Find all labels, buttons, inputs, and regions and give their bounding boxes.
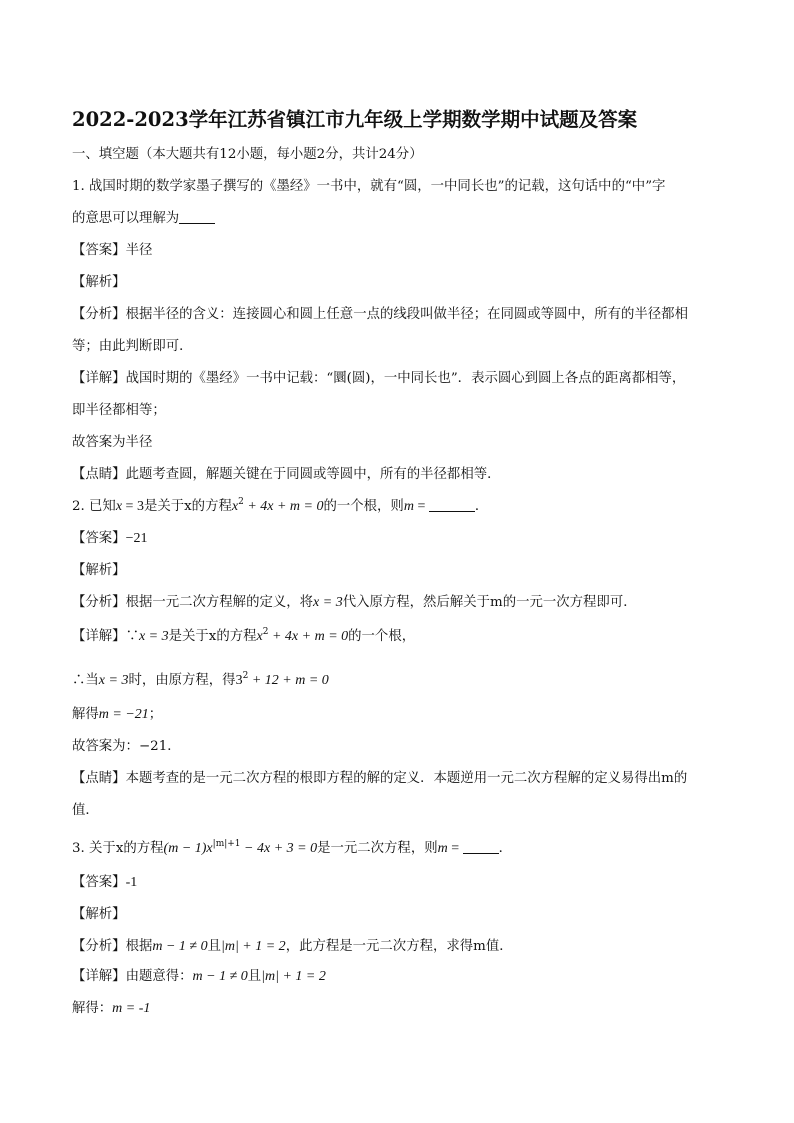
q3-solve-pre: 解得：	[72, 1001, 113, 1016]
q1-fenxi-text-a: 根据半径的含义：连接圆心和圆上任意一点的线段叫做半径；在同圆或等圆中，所有的半径都相	[125, 307, 688, 322]
q2-dianjing-label: 【点睛】	[72, 771, 126, 786]
q2-step1-eq-base: 3	[235, 673, 243, 688]
q1-xiangjie-line1	[72, 370, 685, 388]
q1-analysis-heading: 【解析】	[72, 275, 126, 290]
q3-analysis-heading: 【解析】	[72, 907, 126, 922]
q2-mid: 是关于x的方程	[143, 499, 232, 514]
q3-eq-rest: − 4x + 3 = 0	[240, 841, 318, 856]
q2-post: 的一个根，则	[323, 499, 404, 514]
q3-post: 是一元二次方程，则	[317, 841, 438, 856]
page-title: 2022-2023学年江苏省镇江市九年级上学期数学期中试题及答案	[72, 108, 638, 131]
q3-xiangjie-pre: 由题意得：	[125, 969, 193, 984]
q2-step2-post: ；	[148, 707, 163, 722]
q2-xiangjie-eq-rest: + 4x + m = 0	[268, 629, 349, 644]
q3-fenxi-post: ，此方程是一元二次方程，求得m值．	[285, 939, 513, 954]
q2-eq-sign: =	[413, 499, 429, 514]
q1-fenxi-line1	[72, 306, 688, 324]
q2-step1-eq-rest: + 12 + m = 0	[248, 673, 329, 688]
q2-xiangjie-mid: 是关于x的方程	[168, 629, 257, 644]
q2-m-var: m	[403, 499, 414, 514]
q3-answer	[72, 874, 137, 892]
q1-conclusion: 故答案为半径	[72, 435, 153, 450]
q3-fenxi-label: 【分析】	[72, 939, 126, 954]
section-heading: 一、填空题（本大题共有12小题，每小题2分，共计24分）	[72, 147, 423, 162]
q3-eq-exponent: |m|+1	[212, 839, 241, 849]
q2-xiangjie-eq-exponent: 2	[262, 627, 269, 637]
q3-fenxi-and: 且	[207, 939, 221, 954]
q2-step1-eq-exponent: 2	[242, 671, 249, 681]
q1-text-line1: 1. 战国时期的数学家墨子撰写的《墨经》一书中，就有“圆，一中同长也”的记载，这句话中的“中”字	[72, 179, 666, 194]
q2-fenxi-post: 代入原方程，然后解关于m的一元一次方程即可．	[342, 595, 637, 610]
q3-xiangjie	[72, 968, 326, 986]
q2-pre: 2. 已知	[72, 499, 116, 514]
q2-answer-value: −21	[125, 531, 148, 546]
q2-xiangjie-post: 的一个根，	[348, 629, 416, 644]
q2-step1	[72, 672, 329, 690]
q2-eq-exponent: 2	[238, 497, 244, 507]
q2-answer-label: 【答案】	[72, 531, 126, 546]
q2-math-x: x	[115, 499, 123, 514]
q2-fenxi-pre: 根据一元二次方程解的定义，将	[125, 595, 314, 610]
q2-text	[72, 498, 488, 516]
q3-answer-value: -1	[125, 875, 138, 890]
q1-dianjing-text: 此题考查圆，解题关键在于同圆或等圆中，所有的半径都相等．	[125, 467, 501, 482]
q2-xiangjie-math1: x = 3	[138, 629, 169, 644]
q2-xiangjie-label: 【详解】	[72, 629, 126, 644]
q1-xiangjie-text-a: 战国时期的《墨经》一书中记载：“圜(圆)，一中同长也”．表示圆心到圆上各点的距离都相等，	[125, 371, 686, 386]
q2-eq-rest: + 4x + m = 0	[243, 499, 324, 514]
q2-step1-mid: 时，由原方程，得	[128, 673, 236, 688]
q2-fenxi-math: x = 3	[313, 595, 343, 610]
q2-dianjing-line2: 值．	[72, 803, 99, 818]
q2-xiangjie-pre: ∵	[125, 629, 139, 644]
q2-xiangjie-eq-x: x	[256, 629, 263, 644]
q3-fenxi-math2: |m| + 1 = 2	[220, 939, 286, 954]
q3-xiangjie-math2: |m| + 1 = 2	[261, 969, 326, 984]
q2-step2	[72, 706, 162, 724]
q2-analysis-heading: 【解析】	[72, 563, 126, 578]
q2-step1-math: x = 3	[98, 673, 129, 688]
q3-solve	[72, 1000, 150, 1018]
q2-fenxi-label: 【分析】	[72, 595, 126, 610]
q2-fenxi	[72, 594, 637, 612]
q3-xiangjie-label: 【详解】	[72, 969, 126, 984]
q2-xiangjie	[72, 628, 415, 646]
q2-answer	[72, 530, 147, 548]
q1-fenxi-line2: 等；由此判断即可．	[72, 339, 193, 354]
q3-answer-label: 【答案】	[72, 875, 126, 890]
q3-eq-sign: =	[447, 841, 463, 856]
q2-dianjing-text-a: 本题考查的是一元二次方程的根即方程的解的定义．本题逆用一元二次方程解的定义易得出m的	[125, 771, 688, 786]
q1-answer-blank	[179, 211, 215, 224]
q1-answer-value: 半径	[125, 243, 153, 258]
q1-text-line2	[72, 210, 215, 228]
q2-end: ．	[474, 499, 489, 514]
q1-dianjing-label: 【点睛】	[72, 467, 126, 482]
q2-eq-x: x	[231, 499, 239, 514]
q3-answer-blank	[463, 841, 499, 854]
q1-dianjing	[72, 466, 501, 484]
q2-dianjing-line1	[72, 770, 687, 788]
q1-fenxi-label: 【分析】	[72, 307, 126, 322]
q3-solve-math: m = -1	[112, 1001, 151, 1016]
q3-end: ．	[498, 841, 513, 856]
q2-answer-blank	[429, 499, 475, 512]
q1-text-line2-content: 的意思可以理解为	[72, 211, 180, 226]
q2-step2-math: m = −21	[98, 707, 149, 722]
q3-fenxi	[72, 938, 513, 956]
q2-step1-pre: ∴当	[72, 673, 99, 688]
q2-step2-pre: 解得	[72, 707, 99, 722]
q1-answer-label: 【答案】	[72, 243, 126, 258]
q3-xiangjie-math1: m − 1 ≠ 0	[192, 969, 248, 984]
q3-xiangjie-and: 且	[247, 969, 262, 984]
q1-xiangjie-label: 【详解】	[72, 371, 126, 386]
q3-m-var: m	[437, 841, 448, 856]
q3-text	[72, 840, 512, 858]
q3-pre: 3. 关于x的方程	[72, 841, 164, 856]
q1-xiangjie-line2: 即半径都相等；	[72, 403, 166, 418]
q2-conclusion: 故答案为：−21．	[72, 739, 181, 754]
q1-answer	[72, 242, 152, 260]
q2-math-x-eq: = 3	[122, 499, 144, 514]
q3-eq-base: (m − 1)x	[163, 841, 213, 856]
q3-fenxi-pre: 根据	[125, 939, 153, 954]
q3-fenxi-math1: m − 1 ≠ 0	[152, 939, 208, 954]
